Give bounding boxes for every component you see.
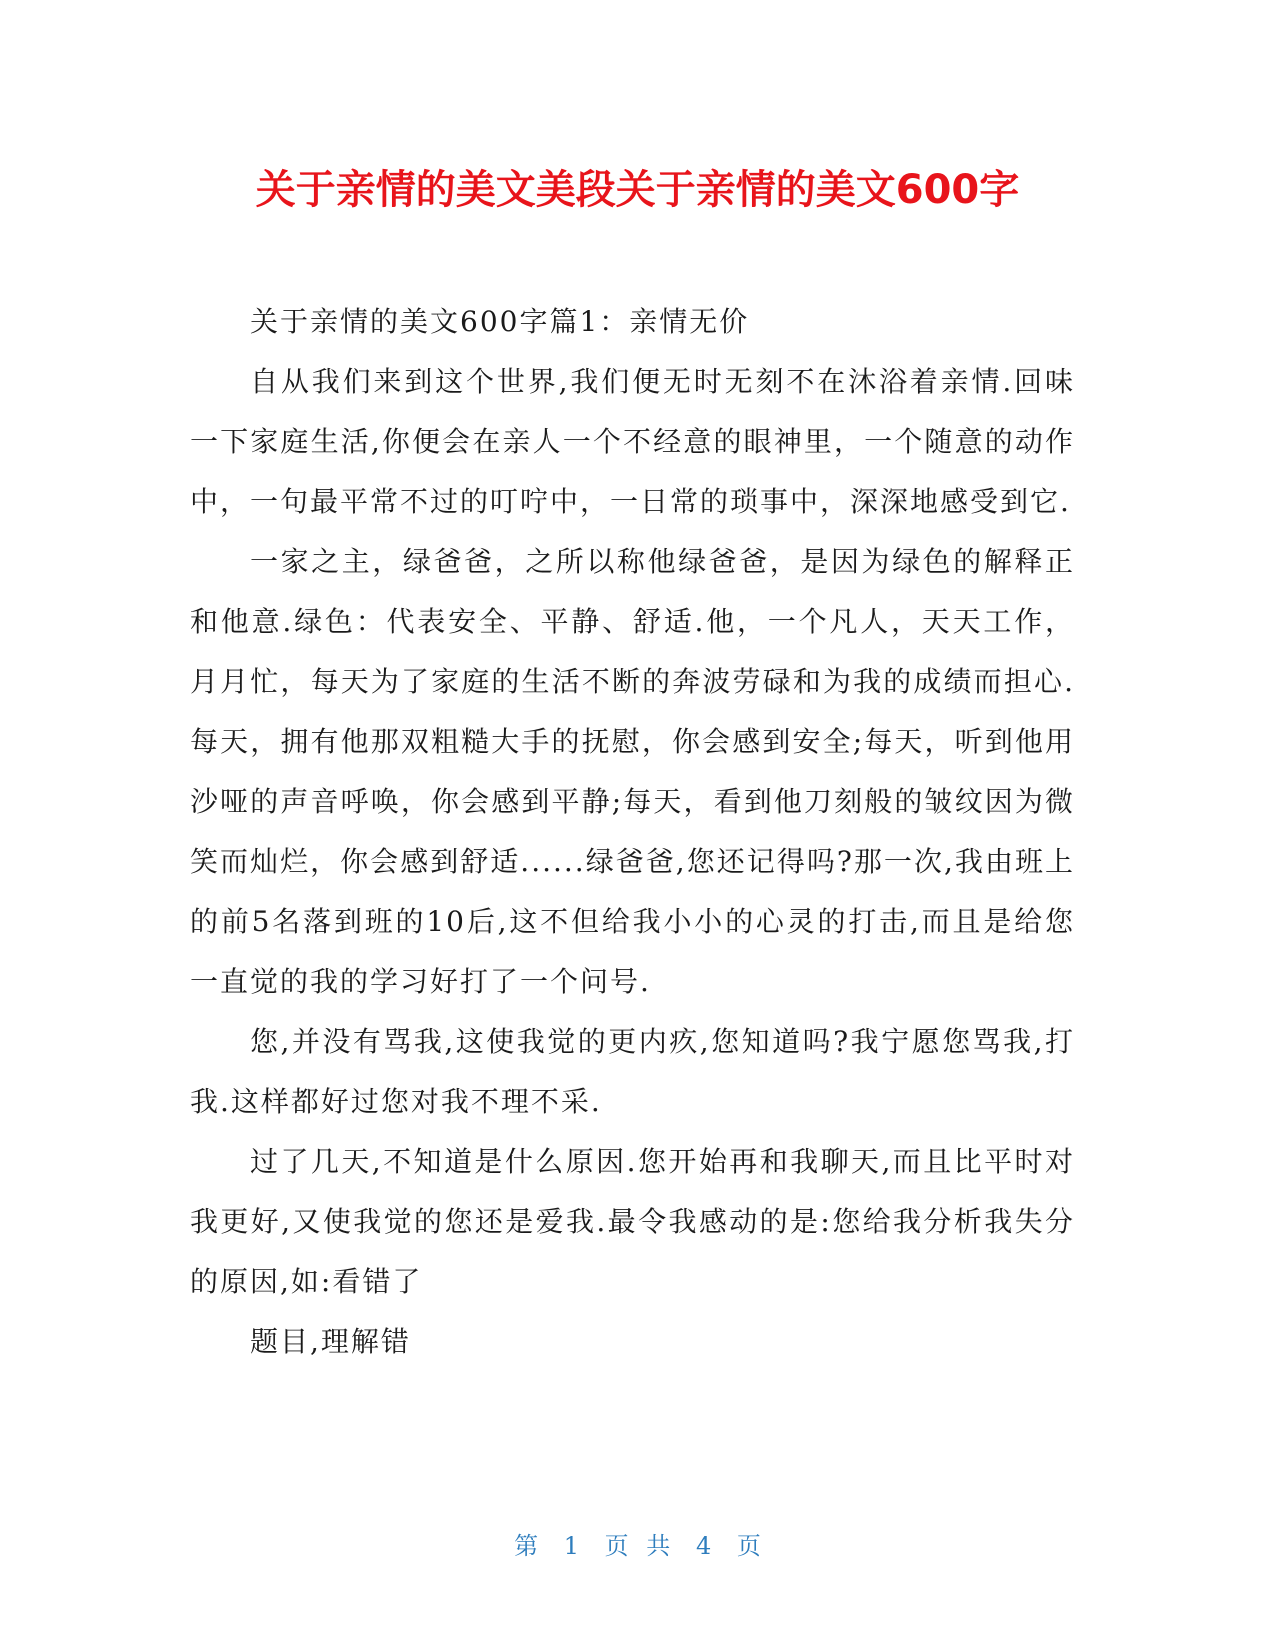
- document-title: 关于亲情的美文美段关于亲情的美文600字: [255, 167, 1020, 213]
- current-page-number: 1: [563, 1532, 580, 1560]
- page-label-prefix: 第: [514, 1532, 539, 1560]
- section-heading: 关于亲情的美文600字篇1：亲情无价: [250, 305, 750, 338]
- total-pages-number: 4: [695, 1532, 712, 1560]
- page-number-footer: [0, 1530, 1275, 1562]
- paragraph: 过了几天,不知道是什么原因.您开始再和我聊天,而且比平时对我更好,又使我觉的您还是爱我.最令我感动的是:您给我分析我失分的原因,如:看错了: [190, 1145, 1075, 1298]
- page-label-mid: 页 共: [604, 1532, 671, 1560]
- paragraph: 一家之主，绿爸爸，之所以称他绿爸爸，是因为绿色的解释正和他意.绿色：代表安全、平静、舒适.他，一个凡人，天天工作，月月忙，每天为了家庭的生活不断的奔波劳碌和为我的成绩而担心.每天，拥有他那双粗糙大手的抚慰，你会感到安全;每天，听到他用沙哑的声音呼唤，你会感到平静;每天，看到他刀刻般的皱纹因为微笑而灿烂，你会感到舒适......绿爸爸,您还记得吗?那一次,我由班上的前5名落到班的10后,这不但给我小小的心灵的打击,而且是给您一直觉的我的学习好打了一个问号.: [190, 545, 1075, 998]
- paragraph: 题目,理解错: [250, 1325, 411, 1358]
- page-label-suffix: 页: [736, 1532, 761, 1560]
- paragraph: 自从我们来到这个世界,我们便无时无刻不在沐浴着亲情.回味一下家庭生活,你便会在亲人一个不经意的眼神里，一个随意的动作中，一句最平常不过的叮咛中，一日常的琐事中，深深地感受到它.: [190, 365, 1075, 518]
- document-body: [190, 292, 1075, 1372]
- paragraph: 您,并没有骂我,这使我觉的更内疚,您知道吗?我宁愿您骂我,打我.这样都好过您对我不理不采.: [190, 1025, 1075, 1118]
